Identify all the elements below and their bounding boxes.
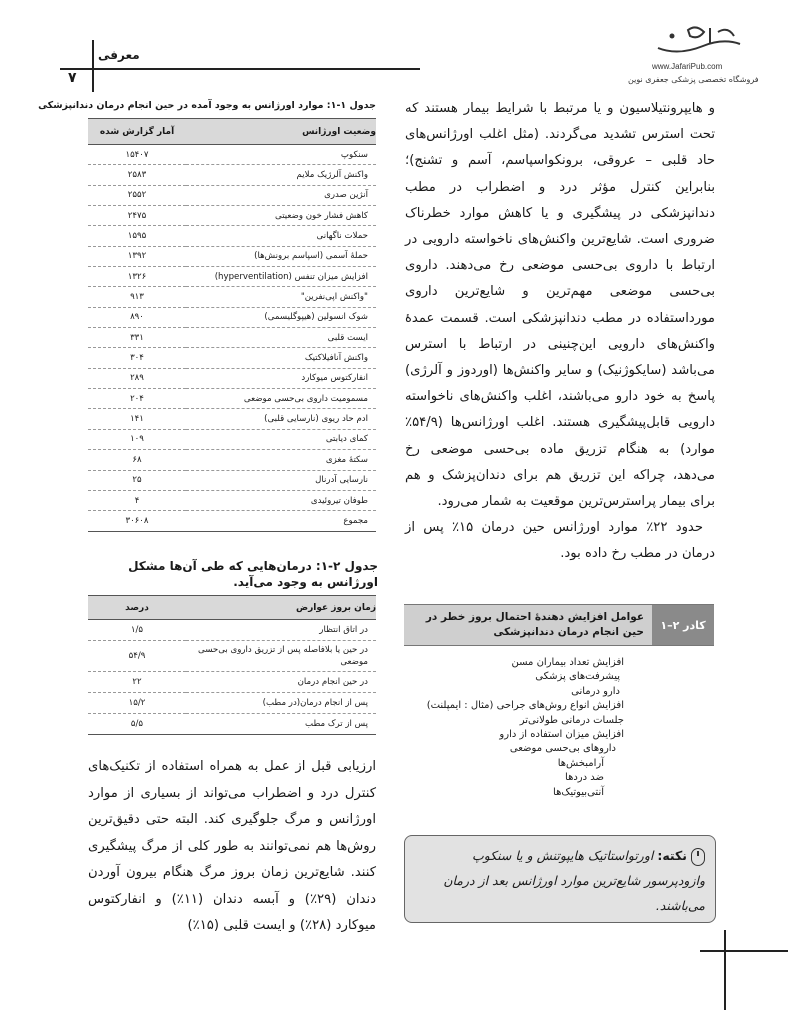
table-cell: در اتاق انتظار	[186, 620, 376, 641]
table-cell: در حین انجام درمان	[186, 672, 376, 693]
table-cell: ایست قلبی	[186, 328, 376, 348]
table-cell: انفارکتوس میوکارد	[186, 368, 376, 388]
table-row	[88, 693, 376, 714]
table-row	[88, 165, 376, 185]
table-cell: پس از انجام درمان(در مطب)	[186, 693, 376, 714]
header-rule	[60, 68, 420, 70]
table-cell: ۸۹۰	[88, 307, 186, 327]
list-item: جلسات درمانی طولانی‌تر	[519, 714, 624, 726]
list-item: دارو درمانی	[571, 685, 620, 697]
note-text: اورتواستاتیک هایپوتنش و یا سنکوپ وازودپرسور شایع‌ترین موارد اورژانس بعد از درمان می‌باشند.	[443, 848, 705, 913]
table-row	[88, 470, 376, 490]
table-cell: ۲۸۹	[88, 368, 186, 388]
table-cell: حملات ناگهانی	[186, 226, 376, 246]
table-cell: ۱۰۹	[88, 429, 186, 449]
table-cell: افزایش میزان تنفس (hyperventilation)	[186, 267, 376, 287]
chapter-title: معرفی	[98, 48, 140, 62]
table-row	[88, 641, 376, 672]
crop-mark	[724, 930, 726, 1010]
publisher-logo	[648, 22, 748, 58]
table-row	[88, 206, 376, 226]
list-item: آرامبخش‌ها	[557, 757, 604, 769]
box-list	[404, 656, 704, 800]
table-cell: ۲۴۷۵	[88, 206, 186, 226]
table-row	[88, 185, 376, 205]
list-item: افزایش میزان استفاده از دارو	[499, 729, 624, 741]
table-cell: آنژین صدری	[186, 185, 376, 205]
mouse-icon	[691, 848, 705, 866]
table-cell: ۱۵۹۵	[88, 226, 186, 246]
table-cell: واکنش آلرژیک ملایم	[186, 165, 376, 185]
table-row	[88, 368, 376, 388]
table-row	[88, 145, 376, 165]
table-cell: "واکنش اپی‌نفرین"	[186, 287, 376, 307]
list-item: آنتی‌بیوتیک‌ها	[553, 786, 604, 798]
table-cell: ۹۱۳	[88, 287, 186, 307]
table-cell: ۵۴/۹	[88, 641, 186, 672]
table-cell: ۲۵۵۲	[88, 185, 186, 205]
table-row	[88, 429, 376, 449]
table-cell: ۱۵۴۰۷	[88, 145, 186, 165]
table2-body	[88, 620, 376, 735]
table-cell: ۱۴۱	[88, 409, 186, 429]
list-item: افزایش تعداد بیماران مسن	[511, 657, 624, 668]
body-paragraph: و هایپرونتیلاسیون و یا مرتبط با شرایط بیمار هستند که تحت استرس تشدید می‌گردند. (مثل اغلب اورژانس‌های حاد قلبی – عروقی، برونکواسپاسم، آسم و تشنج)؛ بنابراین کنترل مؤثر درد و اضطراب در مطب دندانپزشکی در پیشگیری و یا کاهش موارد خطرناک ضروری است. شایع‌ترین واکنش‌های ناخواسته دارویی در ارتباط با داروی بی‌حسی موضعی رخ می‌دهند. داروی بی‌حسی موضعی مهم‌ترین و شایع‌ترین داروی مورداستفاده در مطب دندانپزشکی است. قسمت عمدهٔ واکنش‌های دارویی این‌چنینی در ارتباط با استرس می‌باشد (سایکوژنیک) و سایر واکنش‌ها (اوردوز و آلرژی) پاسخ به خود دارو می‌باشند، اغلب واکنش‌های ناخواسته دارویی قابل‌پیشگیری هستند. اغلب اورژانس‌ها (۵۴/۹٪ موارد) به هنگام تزریق ماده بی‌حسی موضعی رخ می‌دهد، چراکه این تزریق هم برای دندان‌پزشک و هم برای بیمار پراسترس‌ترین موقعیت به شمار می‌رود.	[405, 101, 715, 510]
box-header	[404, 604, 714, 646]
list-item: افزایش انواع روش‌های جراحی (مثال : ایمپلنت)	[426, 700, 624, 712]
table-cell: واکنش آنافیلاکتیک	[186, 348, 376, 368]
table-row	[88, 490, 376, 510]
table-row	[88, 287, 376, 307]
table-cell: شوک انسولین (هیپوگلیسمی)	[186, 307, 376, 327]
table-header: درصد	[88, 596, 186, 620]
table-cell: کمای دیابتی	[186, 429, 376, 449]
left-column-text: ارزیابی قبل از عمل به همراه استفاده از تکنیک‌های کنترل درد و اضطراب می‌تواند از بسیاری از موارد اورژانس و مرگ جلوگیری کند. البته حتی دقیق‌ترین روش‌ها هم نمی‌توانند به طور کلی از مرگ پیشگیری کنند. شایع‌ترین زمان بروز مرگ هنگام بیرون آوردن دندان (۲۹٪) و آبسه دندان (۱۱٪) و انفارکتوس میوکارد (۲۸٪) و ایست قلبی (۱۵٪)	[88, 759, 377, 933]
table1-body	[88, 145, 376, 532]
list-item: ضد دردها	[565, 772, 604, 784]
table-cell: ۶۸	[88, 450, 186, 470]
table-cell: ادم حاد ریوی (نارسایی قلبی)	[186, 409, 376, 429]
table-cell: سنکوپ	[186, 145, 376, 165]
table-cell: ۱۳۹۲	[88, 246, 186, 266]
table-cell: مجموع	[186, 511, 376, 531]
table-header: وضعیت اورژانس	[186, 119, 376, 145]
table-row	[88, 672, 376, 693]
note-label: نکته:	[657, 848, 687, 863]
crop-mark	[700, 950, 788, 952]
table-cell: پس از ترک مطب	[186, 714, 376, 735]
table-cell: حملهٔ آسمی (اسپاسم برونش‌ها)	[186, 246, 376, 266]
table-cell: ۱۵/۲	[88, 693, 186, 714]
table-cell: سکتهٔ مغزی	[186, 450, 376, 470]
table-row	[88, 307, 376, 327]
table2-caption: جدول ۲-۱: درمان‌هایی که طی آن‌ها مشکل اورژانس به وجود می‌آید.	[128, 559, 378, 589]
table1-caption: جدول ۱-۱: موارد اورژانس به وجود آمده در حین انجام درمان دندانپزشکی	[38, 100, 376, 111]
table-header: زمان بروز عوارض	[186, 596, 376, 620]
table-cell: ۳۰۶۰۸	[88, 511, 186, 531]
list-item: پیشرفت‌های پزشکی	[535, 671, 620, 683]
table-cell: کاهش فشار خون وضعیتی	[186, 206, 376, 226]
table-cell: ۱۳۲۶	[88, 267, 186, 287]
publisher-url: www.JafariPub.com	[652, 62, 723, 71]
table-cell: ۲۵	[88, 470, 186, 490]
table-row	[88, 328, 376, 348]
table-cell: نارسایی آدرنال	[186, 470, 376, 490]
table-row	[88, 620, 376, 641]
page-number: ۷	[68, 70, 77, 86]
table-cell: ۳۳۱	[88, 328, 186, 348]
header-vertical-rule	[92, 40, 94, 92]
table-cell: ۵/۵	[88, 714, 186, 735]
table-cell: طوفان تیروئیدی	[186, 490, 376, 510]
table2	[88, 595, 376, 735]
publisher-name: فروشگاه تخصصی پزشکی جعفری نوین	[628, 75, 759, 84]
box-number: کادر ۲–۱	[652, 605, 714, 645]
table-row	[88, 226, 376, 246]
table1	[88, 118, 376, 532]
list-item: داروهای بی‌حسی موضعی	[509, 743, 616, 755]
right-column-text	[405, 96, 715, 568]
table-row	[88, 389, 376, 409]
table-cell: ۱/۵	[88, 620, 186, 641]
table-cell: ۲۵۸۳	[88, 165, 186, 185]
table-cell: ۲۰۴	[88, 389, 186, 409]
table-row	[88, 246, 376, 266]
table-cell: ۴	[88, 490, 186, 510]
note-box	[404, 835, 716, 923]
table-row	[88, 267, 376, 287]
table-row	[88, 409, 376, 429]
box-title: عوامل افزایش دهندهٔ احتمال بروز خطر در حین انجام درمان دندانپزشکی	[425, 611, 644, 638]
table-row	[88, 450, 376, 470]
table-header: آمار گزارش شده	[88, 119, 186, 145]
body-paragraph: حدود ۲۲٪ موارد اورژانس حین درمان ۱۵٪ پس از درمان در مطب رخ داده بود.	[405, 520, 715, 562]
table-row	[88, 511, 376, 531]
table-cell: ۳۰۴	[88, 348, 186, 368]
table-cell: مسمومیت داروی بی‌حسی موضعی	[186, 389, 376, 409]
table-row	[88, 714, 376, 735]
table-cell: ۲۲	[88, 672, 186, 693]
table-cell: در حین یا بلافاصله پس از تزریق داروی بی‌حسی موضعی	[186, 641, 376, 672]
table-row	[88, 348, 376, 368]
